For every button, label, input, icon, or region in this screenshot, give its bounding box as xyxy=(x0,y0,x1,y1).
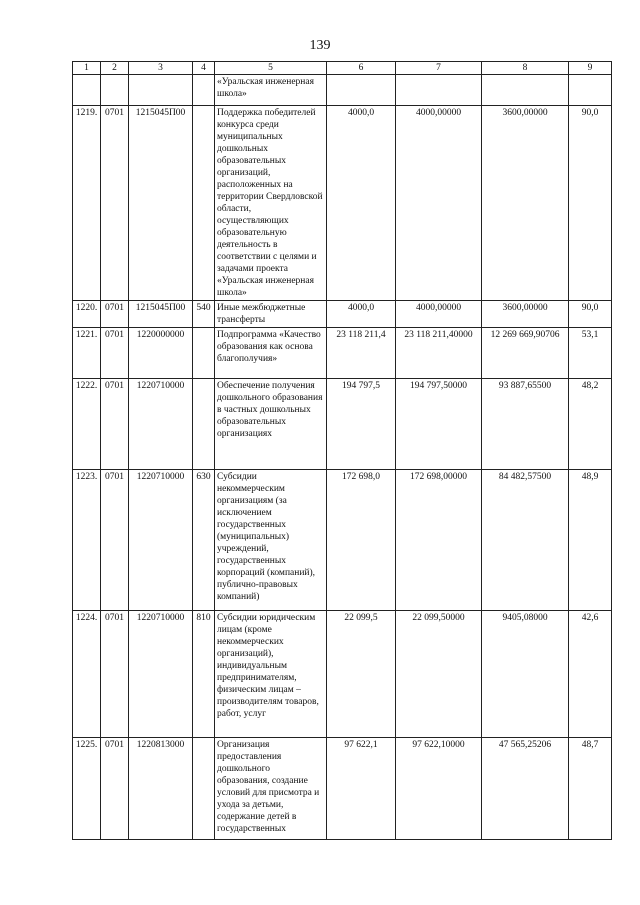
table-row xyxy=(73,738,612,840)
section-code: 0701 xyxy=(101,379,129,470)
expense-type: 810 xyxy=(193,611,215,738)
row-number: 1220. xyxy=(73,301,101,328)
planned-amount: 4000,0 xyxy=(327,301,396,328)
planned-amount: 194 797,5 xyxy=(327,379,396,470)
section-code: 0701 xyxy=(101,611,129,738)
execution-percent: 90,0 xyxy=(569,106,612,301)
table-row xyxy=(73,328,612,379)
table-row xyxy=(73,106,612,301)
item-name: Организация предоставления дошкольного образования, создание условий для присмотра и ухода за детьми, содержание детей в государственных xyxy=(215,738,327,840)
target-code xyxy=(129,75,193,106)
item-name: Субсидии некоммерческим организациям (за исключением государственных (муниципальных) учреждений, государственных корпораций (компаний), публично-правовых компаний) xyxy=(215,470,327,611)
target-code: 1220710000 xyxy=(129,470,193,611)
execution-percent xyxy=(569,75,612,106)
target-code: 1220813000 xyxy=(129,738,193,840)
table-row xyxy=(73,301,612,328)
expense-type: 540 xyxy=(193,301,215,328)
execution-percent: 48,7 xyxy=(569,738,612,840)
executed-amount: 9405,08000 xyxy=(482,611,569,738)
budget-table xyxy=(72,61,612,840)
expense-type xyxy=(193,379,215,470)
item-name: Обеспечение получения дошкольного образования в частных дошкольных образовательных организациях xyxy=(215,379,327,470)
execution-percent: 42,6 xyxy=(569,611,612,738)
target-code: 1220710000 xyxy=(129,379,193,470)
expense-type xyxy=(193,738,215,840)
approved-amount: 172 698,00000 xyxy=(396,470,482,611)
executed-amount: 3600,00000 xyxy=(482,301,569,328)
row-number: 1223. xyxy=(73,470,101,611)
target-code: 1220000000 xyxy=(129,328,193,379)
expense-type xyxy=(193,106,215,301)
row-number: 1225. xyxy=(73,738,101,840)
execution-percent: 48,9 xyxy=(569,470,612,611)
planned-amount: 4000,0 xyxy=(327,106,396,301)
item-name: Иные межбюджетные трансферты xyxy=(215,301,327,328)
item-name: Поддержка победителей конкурса среди муниципальных дошкольных образовательных организаций, расположенных на территории Свердловской области, осуществляющих образовательную деятельность в соответствии с целями и задачами проекта «Уральская инженерная школа» xyxy=(215,106,327,301)
approved-amount: 97 622,10000 xyxy=(396,738,482,840)
approved-amount: 4000,00000 xyxy=(396,301,482,328)
approved-amount xyxy=(396,75,482,106)
target-code: 1220710000 xyxy=(129,611,193,738)
column-header: 5 xyxy=(215,62,327,75)
planned-amount: 23 118 211,4 xyxy=(327,328,396,379)
section-code xyxy=(101,75,129,106)
executed-amount: 12 269 669,90706 xyxy=(482,328,569,379)
planned-amount: 172 698,0 xyxy=(327,470,396,611)
row-number: 1219. xyxy=(73,106,101,301)
executed-amount: 93 887,65500 xyxy=(482,379,569,470)
column-header: 6 xyxy=(327,62,396,75)
section-code: 0701 xyxy=(101,328,129,379)
item-name: Подпрограмма «Качество образования как основа благополучия» xyxy=(215,328,327,379)
table-row xyxy=(73,611,612,738)
planned-amount xyxy=(327,75,396,106)
item-name: Субсидии юридическим лицам (кроме некоммерческих организаций), индивидуальным предпринимателям, физическим лицам – производителям товаров, работ, услуг xyxy=(215,611,327,738)
execution-percent: 90,0 xyxy=(569,301,612,328)
section-code: 0701 xyxy=(101,301,129,328)
section-code: 0701 xyxy=(101,106,129,301)
planned-amount: 97 622,1 xyxy=(327,738,396,840)
column-header: 3 xyxy=(129,62,193,75)
column-header: 7 xyxy=(396,62,482,75)
execution-percent: 53,1 xyxy=(569,328,612,379)
row-number: 1221. xyxy=(73,328,101,379)
execution-percent: 48,2 xyxy=(569,379,612,470)
column-header: 9 xyxy=(569,62,612,75)
approved-amount: 22 099,50000 xyxy=(396,611,482,738)
expense-type: 630 xyxy=(193,470,215,611)
target-code: 1215045П00 xyxy=(129,301,193,328)
table-row xyxy=(73,379,612,470)
table-row xyxy=(73,75,612,106)
executed-amount: 47 565,25206 xyxy=(482,738,569,840)
table-header xyxy=(73,62,612,75)
approved-amount: 194 797,50000 xyxy=(396,379,482,470)
executed-amount: 3600,00000 xyxy=(482,106,569,301)
row-number xyxy=(73,75,101,106)
table-row xyxy=(73,470,612,611)
section-code: 0701 xyxy=(101,470,129,611)
row-number: 1224. xyxy=(73,611,101,738)
planned-amount: 22 099,5 xyxy=(327,611,396,738)
target-code: 1215045П00 xyxy=(129,106,193,301)
header-row xyxy=(73,62,612,75)
expense-type xyxy=(193,75,215,106)
approved-amount: 4000,00000 xyxy=(396,106,482,301)
expense-type xyxy=(193,328,215,379)
column-header: 1 xyxy=(73,62,101,75)
approved-amount: 23 118 211,40000 xyxy=(396,328,482,379)
executed-amount xyxy=(482,75,569,106)
column-header: 8 xyxy=(482,62,569,75)
page-number: 139 xyxy=(309,38,331,53)
section-code: 0701 xyxy=(101,738,129,840)
item-name: «Уральская инженерная школа» xyxy=(215,75,327,106)
column-header: 2 xyxy=(101,62,129,75)
row-number: 1222. xyxy=(73,379,101,470)
column-header: 4 xyxy=(193,62,215,75)
executed-amount: 84 482,57500 xyxy=(482,470,569,611)
